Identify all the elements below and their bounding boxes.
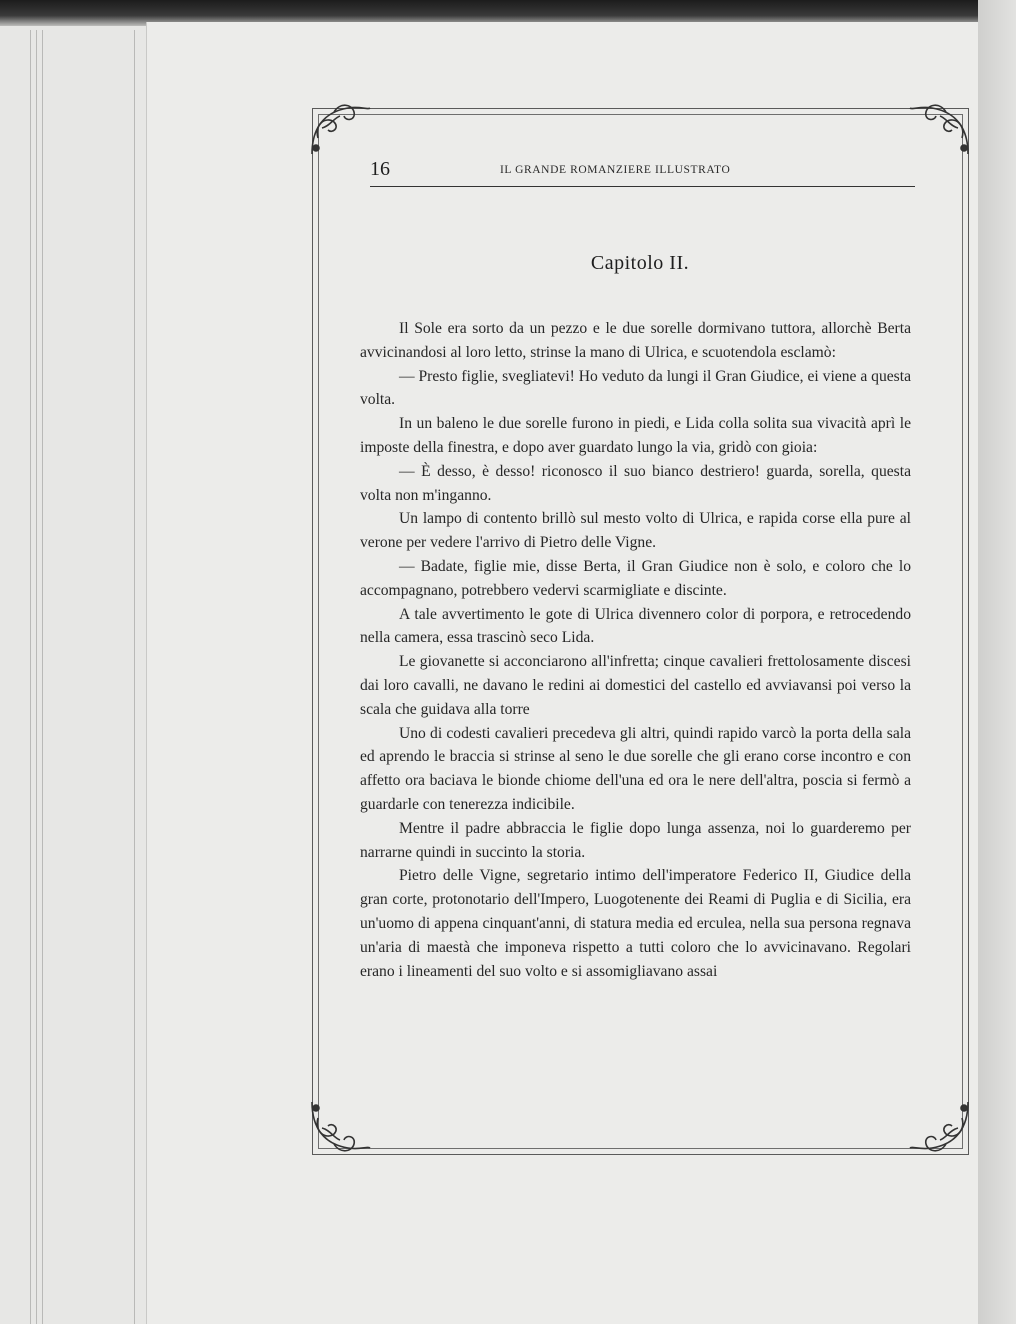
page-stack-edge [36, 30, 37, 1324]
paragraph: Le giovanette si acconciarono all'infretta; cinque cavalieri frettolosamente discesi dai loro cavalli, ne davano le redini ai domestici del castello ed avviavansi poi verso la scala che guidava alla torre [360, 653, 911, 718]
running-title: IL GRANDE ROMANZIERE ILLUSTRATO [500, 164, 731, 176]
paragraph: — Badate, figlie mie, disse Berta, il Gran Giudice non è solo, e coloro che lo accompagnano, potrebbero vedervi scarmigliate e discinte. [360, 557, 911, 599]
page-stack-edge [42, 30, 43, 1324]
paragraph: A tale avvertimento le gote di Ulrica divennero color di porpora, e retrocedendo nella camera, essa trascinò seco Lida. [360, 605, 911, 647]
paragraph: — Presto figlie, svegliatevi! Ho veduto da lungi il Gran Giudice, ei viene a questa volta. [360, 367, 911, 409]
corner-ornament-top-right-icon [906, 98, 976, 160]
page-number: 16 [370, 158, 390, 180]
page-right-edge [978, 0, 1016, 1324]
paragraph: Un lampo di contento brillò sul mesto volto di Ulrica, e rapida corse ella pure al verone per vedere l'arrivo di Pietro delle Vigne. [360, 510, 911, 552]
chapter-title: Capitolo II. [590, 252, 690, 274]
paragraph: Mentre il padre abbraccia le figlie dopo lunga assenza, noi lo guarderemo per narrarne quindi in succinto la storia. [360, 819, 911, 861]
corner-ornament-top-left-icon [304, 98, 374, 160]
running-header [370, 152, 915, 187]
paragraph: Uno di codesti cavalieri precedeva gli altri, quindi rapido varcò la porta della sala ed aprendo le braccia si strinse al seno le due sorelle che gli erano corse incontro e con affetto ora baciava le bionde chiome dell'una ed ora le nere dell'altra, poscia si fermò a guardarle con tenerezza indicibile. [360, 724, 911, 813]
corner-ornament-bottom-left-icon [304, 1096, 374, 1158]
paragraph: — È desso, è desso! riconosco il suo bianco destriero! guarda, sorella, questa volta non m'inganno. [360, 462, 911, 504]
paragraph: In un baleno le due sorelle furono in piedi, e Lida colla solita sua vivacità aprì le imposte della finestra, e dopo aver guardato lungo la via, gridò con gioia: [360, 415, 911, 456]
corner-ornament-bottom-right-icon [906, 1096, 976, 1158]
body-text [360, 317, 911, 983]
paragraph: Pietro delle Vigne, segretario intimo dell'imperatore Federico II, Giudice della gran corte, protonotario dell'Impero, Luogotenente dei Reami di Puglia e di Sicilia, era un'uomo di appena cinquant'anni, di statura media ed erculea, nella sua persona regnava un'aria di maestà che imponeva rispetto a tutti coloro che lo avvicinavano. Regolari erano i lineamenti del suo volto e si assomigliavano assai [360, 867, 911, 980]
paragraph: Il Sole era sorto da un pezzo e le due sorelle dormivano tuttora, allorchè Berta avvicinandosi al loro letto, strinse la mano di Ulrica, e scuotendola esclamò: [360, 320, 911, 361]
page-stack-edge [134, 30, 135, 1324]
page-stack-edge [30, 30, 31, 1324]
